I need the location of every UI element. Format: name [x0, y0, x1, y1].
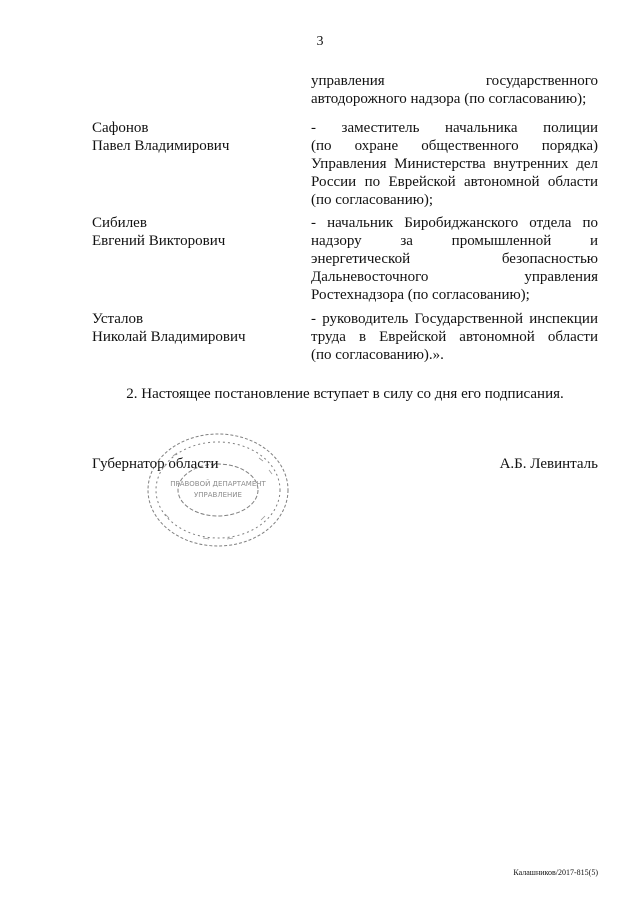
- member-surname: Сафонов: [92, 120, 149, 136]
- official-stamp: [143, 428, 293, 552]
- document-code: Калашников/2017-815(5): [513, 868, 598, 877]
- member-description: [311, 214, 598, 304]
- description-line: (по согласованию);: [311, 192, 434, 208]
- effective-date-paragraph: 2. Настоящее постановление вступает в силу со дня его подписания.: [126, 386, 564, 402]
- description-line: (по охране общественного порядка): [311, 138, 598, 154]
- member-given-names: Николай Владимирович: [92, 329, 246, 345]
- member-name: [92, 310, 292, 346]
- member-given-names: Евгений Викторович: [92, 233, 226, 249]
- description-line: - заместитель начальника полиции: [311, 120, 598, 136]
- description-line: Управления Министерства внутренних дел: [311, 156, 598, 172]
- page-number: 3: [316, 34, 324, 49]
- member-surname: Сибилев: [92, 215, 147, 231]
- member-description: [311, 72, 598, 108]
- stamp-inner-text: ПРАВОВОЙ ДЕПАРТАМЕНТ: [170, 480, 266, 488]
- member-name: [92, 214, 292, 250]
- description-line: труда в Еврейской автономной области: [311, 329, 598, 345]
- description-line: автодорожного надзора (по согласованию);: [311, 91, 587, 107]
- member-description: [311, 310, 598, 364]
- member-description: [311, 119, 598, 209]
- stamp-inner-text: УПРАВЛЕНИЕ: [194, 491, 242, 499]
- description-line: Ростехнадзора (по согласованию);: [311, 287, 530, 303]
- description-line: - руководитель Государственной инспекции: [311, 311, 598, 327]
- description-line: - начальник Биробиджанского отдела по: [311, 215, 598, 231]
- description-line: управления государственного: [311, 73, 598, 89]
- description-line: России по Еврейской автономной области: [311, 174, 598, 190]
- signatory-position: Губернатор области: [92, 456, 219, 472]
- description-line: Дальневосточного управления: [311, 269, 598, 285]
- member-surname: Усталов: [92, 311, 144, 327]
- signatory-name: А.Б. Левинталь: [499, 456, 598, 472]
- member-given-names: Павел Владимирович: [92, 138, 230, 154]
- description-line: (по согласованию).».: [311, 347, 444, 363]
- description-line: энергетической безопасностью: [311, 251, 598, 267]
- description-line: надзору за промышленной и: [311, 233, 598, 249]
- member-name: [92, 119, 292, 155]
